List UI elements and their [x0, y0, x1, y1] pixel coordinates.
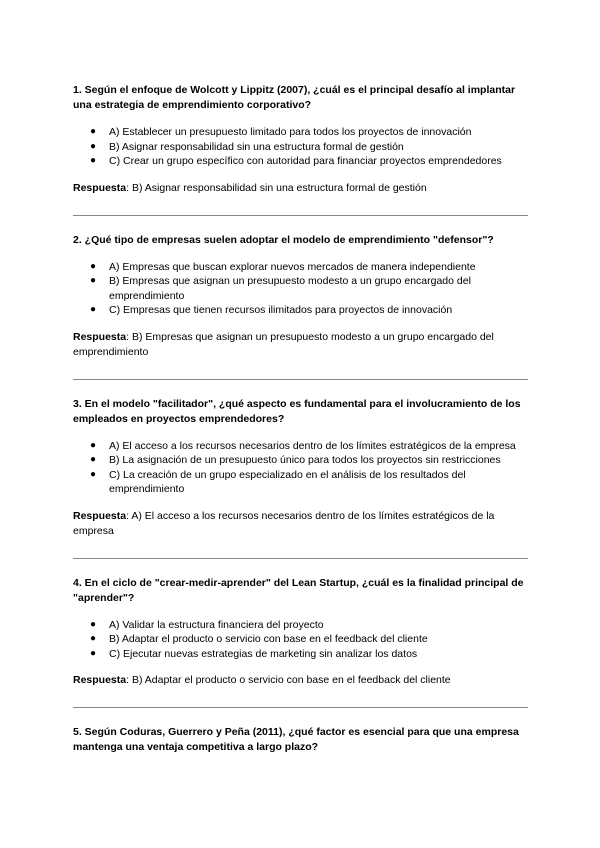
- option-text: B) La asignación de un presupuesto único para todos los proyectos sin restricciones: [109, 454, 501, 466]
- bullet-icon: ●: [90, 304, 97, 315]
- option-text: C) La creación de un grupo especializado en el análisis de los resultados del emprendimiento: [109, 468, 466, 495]
- option-item: [73, 439, 528, 454]
- answer-text: : B) Asignar responsabilidad sin una estructura formal de gestión: [126, 181, 427, 194]
- question-title: 2. ¿Qué tipo de empresas suelen adoptar el modelo de emprendimiento "defensor"?: [73, 233, 494, 246]
- answer-text: : B) Empresas que asignan un presupuesto modesto a un grupo encargado del emprendimiento: [73, 330, 494, 358]
- answer-text: : A) El acceso a los recursos necesarios dentro de los límites estratégicos de la empresa: [73, 509, 495, 537]
- answer: [73, 330, 528, 360]
- option-item: [73, 647, 528, 662]
- answer: [73, 509, 528, 539]
- answer: [73, 673, 528, 688]
- bullet-icon: ●: [90, 468, 97, 480]
- option-text: A) El acceso a los recursos necesarios dentro de los límites estratégicos de la empresa: [109, 439, 516, 452]
- answer-label: Respuesta: [73, 181, 127, 194]
- option-text: A) Empresas que buscan explorar nuevos mercados de manera independiente: [109, 260, 476, 273]
- options-list: [73, 618, 528, 662]
- question-title: 4. En el ciclo de "crear-medir-aprender" del Lean Startup, ¿cuál es la finalidad principal de "aprender"?: [73, 576, 524, 604]
- question-2: [73, 233, 528, 360]
- question-title: 3. En el modelo "facilitador", ¿qué aspecto es fundamental para el involucramiento de los empleados en proyectos emprendedores?: [73, 397, 521, 425]
- option-item: [73, 453, 528, 468]
- answer-label: Respuesta: [73, 330, 127, 343]
- bullet-icon: ●: [90, 618, 97, 630]
- document-page: [73, 83, 528, 767]
- option-text: B) Asignar responsabilidad sin una estructura formal de gestión: [109, 140, 404, 153]
- bullet-icon: ●: [90, 633, 97, 644]
- answer-label: Respuesta: [73, 674, 127, 686]
- question-5: [73, 725, 528, 755]
- option-text: C) Crear un grupo específico con autoridad para financiar proyectos emprendedores: [109, 155, 502, 167]
- option-item: [73, 303, 528, 318]
- option-text: B) Empresas que asignan un presupuesto modesto a un grupo encargado del emprendimiento: [109, 275, 471, 302]
- option-text: C) Ejecutar nuevas estrategias de marketing sin analizar los datos: [109, 647, 418, 660]
- option-text: C) Empresas que tienen recursos ilimitados para proyectos de innovación: [109, 304, 453, 316]
- options-list: [73, 125, 528, 169]
- bullet-icon: ●: [90, 126, 97, 137]
- option-item: [73, 468, 528, 497]
- option-item: [73, 125, 528, 140]
- question-title: 1. Según el enfoque de Wolcott y Lippitz (2007), ¿cuál es el principal desafío al implantar una estrategia de emprendimiento corporativo?: [73, 84, 516, 111]
- option-item: [73, 274, 528, 303]
- question-title: 5. Según Coduras, Guerrero y Peña (2011), ¿qué factor es esencial para que una empresa mantenga una ventaja competitiva a largo plazo?: [73, 726, 519, 753]
- option-text: A) Validar la estructura financiera del proyecto: [109, 618, 324, 631]
- option-item: [73, 140, 528, 155]
- bullet-icon: ●: [90, 155, 97, 166]
- options-list: [73, 439, 528, 497]
- bullet-icon: ●: [90, 140, 97, 152]
- answer-text: : B) Adaptar el producto o servicio con base en el feedback del cliente: [126, 674, 451, 686]
- question-3: [73, 397, 528, 539]
- bullet-icon: ●: [90, 275, 97, 286]
- answer: [73, 181, 528, 196]
- option-item: [73, 154, 528, 169]
- options-list: [73, 260, 528, 318]
- answer-label: Respuesta: [73, 509, 127, 522]
- option-item: [73, 618, 528, 633]
- option-item: [73, 260, 528, 275]
- bullet-icon: ●: [90, 260, 97, 272]
- bullet-icon: ●: [90, 647, 97, 659]
- option-text: B) Adaptar el producto o servicio con base en el feedback del cliente: [109, 633, 428, 645]
- bullet-icon: ●: [90, 439, 97, 451]
- option-item: [73, 632, 528, 647]
- option-text: A) Establecer un presupuesto limitado para todos los proyectos de innovación: [109, 126, 472, 138]
- question-4: [73, 576, 528, 689]
- bullet-icon: ●: [90, 454, 97, 465]
- question-1: [73, 83, 528, 196]
